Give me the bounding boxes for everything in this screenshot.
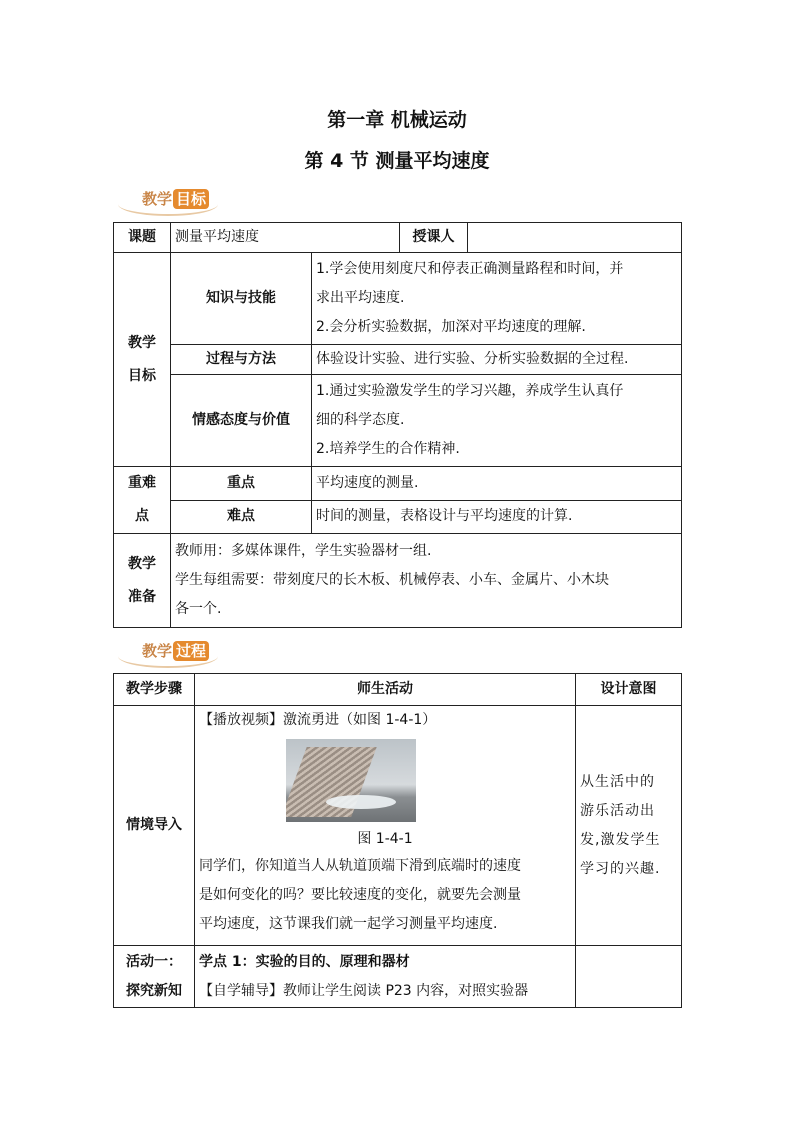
banner-text-b: 过程 [173,641,209,661]
intro-activity [195,706,576,946]
knowledge-line: 求出平均速度. [316,290,405,306]
teaching-process-table [113,673,682,1008]
teaching-goals-table [113,222,682,628]
process-text: 体验设计实验、进行实验、分析实验数据的全过程. [312,345,682,375]
emotion-line: 1.通过实验激发学生的学习兴趣，养成学生认真仔 [316,383,624,399]
key-points-label [114,467,171,534]
knowledge-text [312,253,682,345]
rapids-ride-image [286,739,416,822]
topic-label: 课题 [114,223,171,253]
intent-line: 学习的兴趣. [580,860,661,877]
water-splash [326,795,396,809]
prep-label [114,534,171,628]
goals-label-line2: 目标 [128,367,156,384]
intro-intent [576,706,682,946]
emotion-text [312,375,682,467]
video-line: 【播放视频】激流勇进（如图 1-4-1） [199,712,437,728]
chapter-title: 第一章 机械运动 [327,109,467,131]
teacher-label: 授课人 [400,223,468,253]
knowledge-line: 1.学会使用刻度尺和停表正确测量路程和时间，并 [316,261,624,277]
header-activity: 师生活动 [195,674,576,706]
self-study-line: 【自学辅导】教师让学生阅读 P23 内容，对照实验器 [199,982,529,999]
difficulty-text: 时间的测量，表格设计与平均速度的计算. [312,500,682,534]
prep-label-line1: 教学 [128,555,156,572]
step-line2: 探究新知 [126,982,182,999]
prep-line: 教师用：多媒体课件，学生实验器材一组. [175,543,432,559]
emotion-line: 细的科学态度. [316,412,405,428]
knowledge-line: 2.会分析实验数据，加深对平均速度的理解. [316,319,586,335]
knowledge-label: 知识与技能 [171,253,312,345]
intro-line: 同学们，你知道当人从轨道顶端下滑到底端时的速度 [199,858,521,874]
prep-line: 各一个. [175,601,222,617]
focus-label: 重点 [171,467,312,501]
teaching-process-banner [118,640,228,664]
intent-line: 发,激发学生 [580,831,661,848]
emotion-line: 2.培养学生的合作精神. [316,441,460,457]
prep-line: 学生每组需要：带刻度尺的长木板、机械停表、小车、金属片、小木块 [175,572,609,588]
difficulty-label: 难点 [171,500,312,534]
goals-label-line1: 教学 [128,334,156,351]
intent-line: 从生活中的 [580,773,655,790]
activity-one-intent [576,946,682,1008]
activity-one-content [195,946,576,1008]
focus-text: 平均速度的测量. [312,467,682,501]
intent-line: 游乐活动出 [580,802,655,819]
header-intent: 设计意图 [576,674,682,706]
topic-value: 测量平均速度 [171,223,400,253]
banner-text-a: 教学 [142,190,173,208]
step-intro: 情境导入 [114,706,195,946]
header-step: 教学步骤 [114,674,195,706]
teaching-goals-banner [118,188,228,212]
goals-label [114,253,171,467]
teacher-value [468,223,682,253]
key-label-line2: 点 [135,508,149,524]
intro-line: 平均速度，这节课我们就一起学习测量平均速度. [199,916,498,932]
intro-line: 是如何变化的吗？要比较速度的变化，就要先会测量 [199,887,521,903]
figure-caption: 图 1-4-1 [357,831,413,847]
prep-label-line2: 准备 [128,588,156,605]
banner-text-b: 目标 [173,189,209,209]
key-label-line1: 重难 [128,475,156,491]
section-title: 第 4 节 测量平均速度 [304,150,490,172]
learning-point-heading: 学点 1：实验的目的、原理和器材 [199,953,410,970]
emotion-label: 情感态度与价值 [171,375,312,467]
step-line1: 活动一： [126,953,182,970]
step-activity-one [114,946,195,1008]
process-label: 过程与方法 [171,345,312,375]
prep-text [171,534,682,628]
banner-text-a: 教学 [142,642,173,660]
